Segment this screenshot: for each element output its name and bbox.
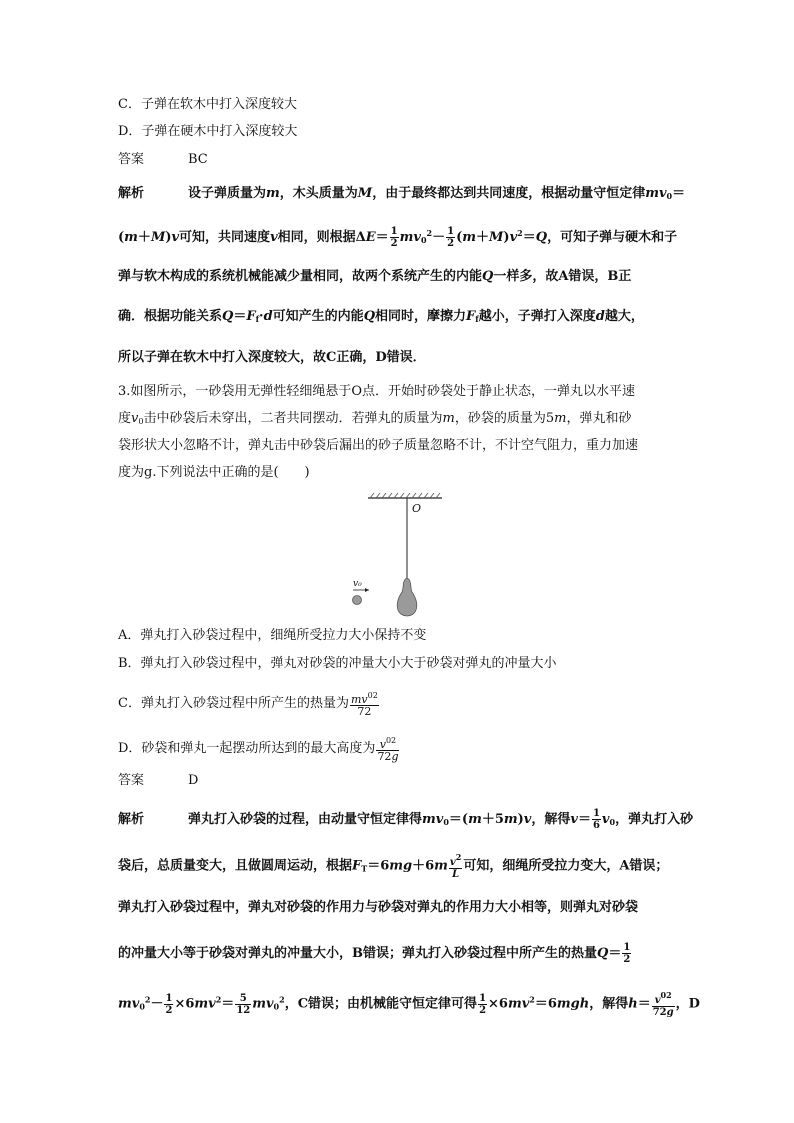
analysis-prev-line-5: 所以子弹在软木中打入深度较大，故C正确，D错误．: [118, 350, 426, 365]
analysis-line-5: $mv_0^2-$ $\frac{1}{2}$ $\times 6mv^2=$ $\frac{5}{12}$ $mv_0^2$，C错误；由机械能守恒定律可得 $\frac{1}{2}$ $\times 6mv^2=6mgh$，解得h＝ $\frac{v^{02}}{72g}$ ，D: [118, 990, 700, 1018]
t: ，由于最终都达到共同速度，根据动量守恒定律: [372, 186, 646, 201]
ceiling-hatch: [370, 493, 440, 498]
t: 确．根据功能关系: [118, 309, 223, 324]
t: 一样多，故A错误，B正: [493, 269, 632, 284]
answer: [118, 772, 198, 790]
question-line-2: 度$v_0$击中砂袋后未穿出，二者共同摆动．若弹丸的质量为m，砂袋的质量为5m，弹丸和砂: [118, 411, 632, 426]
analysis-prev-line-2: (m＋M)v可知，共同速度v相同，则根据ΔE＝ $\frac{1}{2}$ $mv_0^2-$ $\frac{1}{2}$ $(m+M)v^2=Q$，可知子弹与硬木和子: [118, 226, 678, 249]
t: ，解得: [589, 996, 629, 1012]
t: 越小，子弹打入深度: [478, 309, 596, 324]
question-line-4: 度为g.下列说法中正确的是( ): [118, 465, 310, 480]
analysis-label: 解析: [118, 186, 145, 201]
t: 相同，则根据: [277, 230, 356, 245]
analysis-label: 解析: [118, 812, 145, 827]
answer-prev: [118, 151, 208, 169]
analysis-prev-line-1: 解析 设子弹质量为m，木头质量为M，由于最终都达到共同速度，根据动量守恒定律$mv_0=$: [118, 186, 686, 201]
bullet: [353, 596, 362, 605]
velocity-label: v₀: [353, 579, 362, 589]
analysis-line-1: 解析 弹丸打入砂袋的过程，由动量守恒定律得$mv_0=(m+5m)v$，解得v＝ $\frac{1}{6}$ $v_0$，弹丸打入砂: [118, 808, 694, 831]
t: 设子弹质量为: [188, 186, 267, 201]
analysis-line-4: 的冲量大小等于砂袋对弹丸的冲量大小，B错误；弹丸打入砂袋过程中所产生的热量Q＝ $\frac{1}{2}$: [118, 942, 631, 965]
answer-label: 答案: [118, 773, 145, 788]
analysis-line-3: 弹丸打入砂袋过程中，弹丸对砂袋的作用力与砂袋对弹丸的作用力大小相等，则弹丸对砂袋: [118, 900, 639, 915]
option-c: C．弹丸打入砂袋过程中所产生的热量为 $\frac{mv^{02}}{72}$: [118, 691, 378, 718]
t: 击中砂袋后未穿出，二者共同摆动．若弹丸的质量为: [143, 411, 443, 426]
analysis-prev-line-3: 弹与软木构成的系统机械能减少量相同，故两个系统产生的内能Q一样多，故A错误，B正: [118, 269, 632, 284]
t: 越大，: [604, 309, 644, 324]
t: ，弹丸打入砂: [615, 812, 694, 827]
t: 弹与软木构成的系统机械能减少量相同，故两个系统产生的内能: [118, 269, 483, 284]
analysis-line-2: 袋后，总质量变大，且做圆周运动，根据$F_T=6mg+6m$ $\frac{v^2}{L}$ 可知，细绳所受拉力变大，A错误；: [118, 852, 669, 880]
t: ，C错误；由机械能守恒定律可得: [284, 996, 478, 1012]
t: 的冲量大小等于砂袋对弹丸的冲量大小，B错误；弹丸打入砂袋过程中所产生的热量: [118, 946, 597, 961]
t: 可知产生的内能: [272, 309, 364, 324]
t: 可知，细绳所受拉力变大，A错误；: [463, 858, 669, 874]
t: 相同时，摩擦力: [375, 309, 467, 324]
t: ，弹丸和砂: [566, 411, 632, 426]
arrow-head: [365, 588, 369, 592]
t: 可知，共同速度: [179, 230, 271, 245]
t: ，砂袋的质量为: [454, 411, 546, 426]
t: ，木头质量为: [279, 186, 358, 201]
analysis-prev-line-4: 确．根据功能关系$Q=F_f\cdot d$可知产生的内能Q相同时，摩擦力$F_f$越小，子弹打入深度d越大，: [118, 309, 644, 324]
t: D．砂袋和弹丸一起摆动所达到的最大高度为: [118, 741, 376, 756]
point-o-label: O: [412, 502, 422, 515]
t: 袋后，总质量变大，且做圆周运动，根据: [118, 858, 353, 874]
t: 弹丸打入砂袋的过程，由动量守恒定律得: [188, 812, 423, 827]
option-b: B．弹丸打入砂袋过程中，弹丸对砂袋的冲量大小大于砂袋对弹丸的冲量大小: [118, 656, 557, 671]
t: C．弹丸打入砂袋过程中所产生的热量为: [118, 696, 349, 711]
option-c-prev: C．子弹在软木中打入深度较大: [118, 97, 297, 112]
question-line-3: 袋形状大小忽略不计，弹丸击中砂袋后漏出的砂子质量忽略不计，不计空气阻力，重力加速: [118, 438, 639, 453]
answer-label: 答案: [118, 152, 145, 167]
question-line-1: 3.如图所示，一砂袋用无弹性轻细绳悬于O点．开始时砂袋处于静止状态，一弹丸以水平速: [118, 384, 636, 399]
t: ，解得: [531, 812, 571, 827]
option-d-prev: D．子弹在硬木中打入深度较大: [118, 124, 298, 139]
t: 度: [118, 411, 132, 426]
pendulum-figure: [340, 488, 460, 624]
t: ，可知子弹与硬木和子: [547, 230, 678, 245]
answer-value: D: [188, 773, 199, 788]
t: ，D: [675, 996, 700, 1012]
option-d: D．砂袋和弹丸一起摆动所达到的最大高度为 $\frac{v^{02}}{72g}$: [118, 736, 399, 763]
option-a: A．弹丸打入砂袋过程中，细绳所受拉力大小保持不变: [118, 628, 427, 643]
sandbag: [397, 578, 417, 616]
answer-value: BC: [188, 152, 208, 167]
